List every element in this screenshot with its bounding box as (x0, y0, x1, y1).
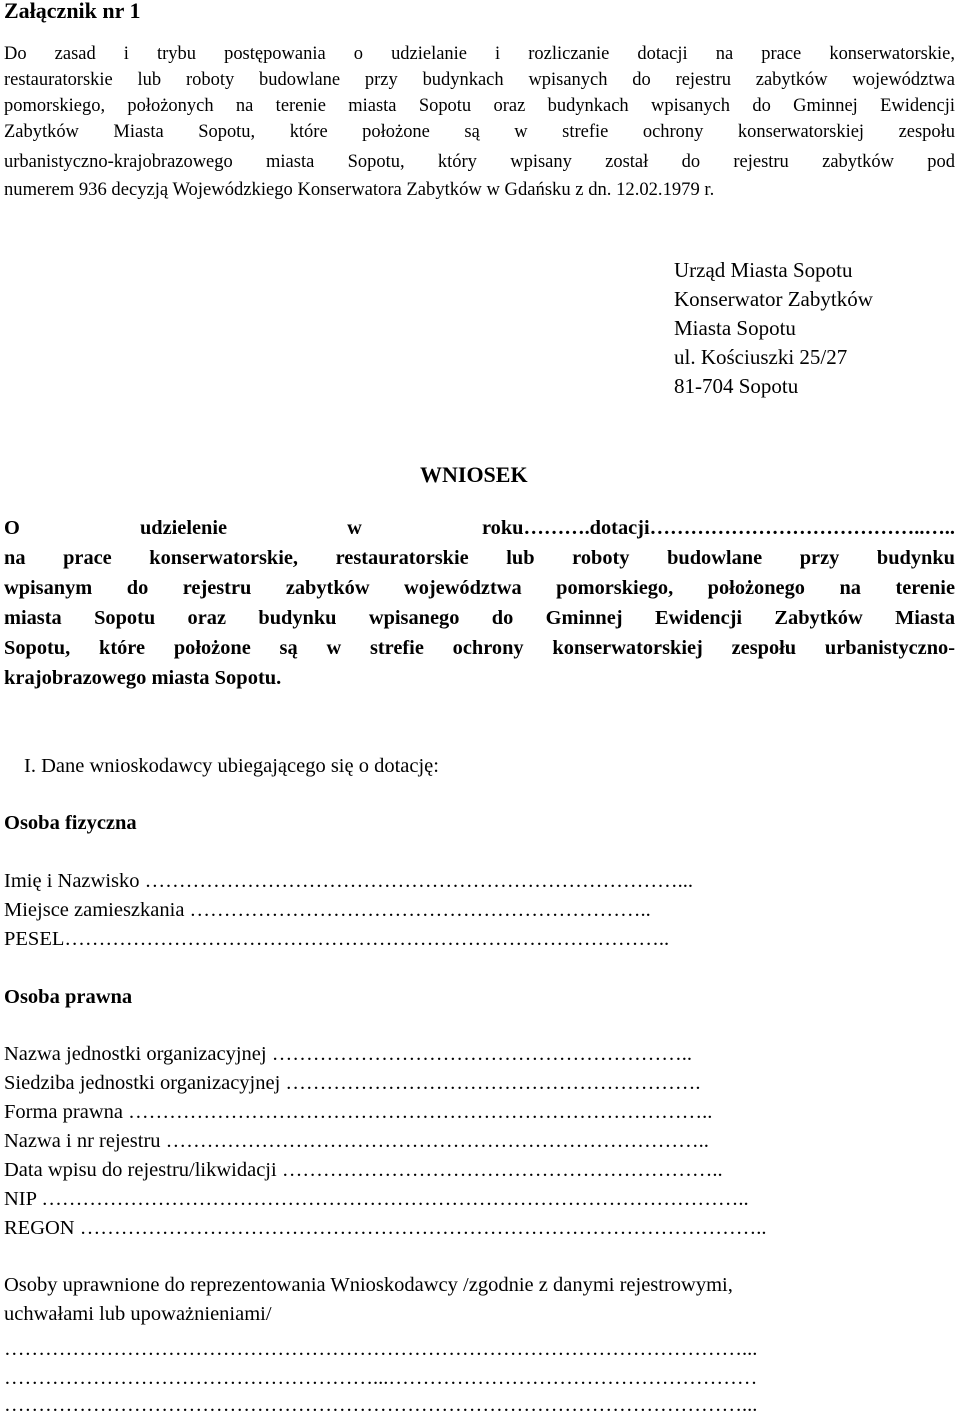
legal-person-heading: Osoba prawna (4, 986, 133, 1008)
intro-line: pomorskiego, położonych na terenie miasta Sopotu oraz budynkach wpisanych do Gminnej Ewidencji (4, 95, 955, 115)
request-line: O udzielenie w roku……….dotacji…………………………………..….. (4, 517, 955, 539)
request-line: Sopotu, które położone są w strefie ochrony konserwatorskiej zespołu urbanistyczno- (4, 637, 955, 659)
address-line: ul. Kościuszki 25/27 (674, 345, 848, 369)
address-line: Urząd Miasta Sopotu (674, 258, 853, 282)
field-nip[interactable]: NIP ………………………………………………………………………………………….. (4, 1188, 749, 1210)
representatives-dot-line[interactable]: ………………………………………………...……………………………………………… (4, 1367, 758, 1389)
intro-line: Do zasad i trybu postępowania o udzielanie i rozliczanie dotacji na prace konserwatorskie, (4, 43, 955, 63)
document-heading: WNIOSEK (420, 462, 528, 487)
address-line: Miasta Sopotu (674, 316, 796, 340)
address-line: Konserwator Zabytków (674, 287, 873, 311)
field-regon[interactable]: REGON ……………………………………………………………………………………….. (4, 1217, 767, 1239)
field-place-of-residence[interactable]: Miejsce zamieszkania ………………………………………………………….. (4, 899, 651, 921)
representatives-text-line: Osoby uprawnione do reprezentowania Wnioskodawcy /zgodnie z danymi rejestrowymi, (4, 1274, 733, 1296)
field-organization-seat[interactable]: Siedziba jednostki organizacyjnej ……………………………………………………. (4, 1072, 701, 1094)
intro-line: urbanistyczno-krajobrazowego miasta Sopotu, który wpisany został do rejestru zabytków pod (4, 151, 955, 171)
field-legal-form[interactable]: Forma prawna ………………………………………………………………………….. (4, 1101, 713, 1123)
attachment-title: Załącznik nr 1 (4, 0, 141, 23)
address-line: 81-704 Sopotu (674, 374, 799, 398)
field-name-surname[interactable]: Imię i Nazwisko ……………………………………………………………………... (4, 870, 693, 892)
field-organization-name[interactable]: Nazwa jednostki organizacyjnej …………………………………………………….. (4, 1043, 692, 1065)
field-pesel[interactable]: PESEL…………………………………………………………………………….. (4, 928, 670, 950)
intro-line: numerem 936 decyzją Wojewódzkiego Konserwatora Zabytków w Gdańsku z dn. 12.02.1979 r. (4, 179, 715, 200)
representatives-text-line: uchwałami lub upoważnieniami/ (4, 1303, 272, 1325)
intro-line: Zabytków Miasta Sopotu, które położone są w strefie ochrony konserwatorskiej zespołu (4, 121, 955, 141)
request-line: wpisanym do rejestru zabytków województwa pomorskiego, położonego na terenie (4, 577, 955, 599)
section-title: I. Dane wnioskodawcy ubiegającego się o dotację: (24, 755, 439, 777)
natural-person-heading: Osoba fizyczna (4, 812, 137, 834)
representatives-dot-line[interactable]: ………………………………………………………………………………………………... (4, 1394, 758, 1416)
intro-line: restauratorskie lub roboty budowlane przy budynkach wpisanych do rejestru zabytków województwa (4, 69, 955, 89)
request-line: na prace konserwatorskie, restauratorskie lub roboty budowlane przy budynku (4, 547, 955, 569)
field-register-entry-date[interactable]: Data wpisu do rejestru/likwidacji ……………………………………………………….. (4, 1159, 723, 1181)
representatives-dot-line[interactable]: ………………………………………………………………………………………………... (4, 1338, 758, 1360)
request-line: krajobrazowego miasta Sopotu. (4, 667, 282, 689)
field-register-name-number[interactable]: Nazwa i nr rejestru …………………………………………………………………….. (4, 1130, 709, 1152)
request-line: miasta Sopotu oraz budynku wpisanego do Gminnej Ewidencji Zabytków Miasta (4, 607, 955, 629)
